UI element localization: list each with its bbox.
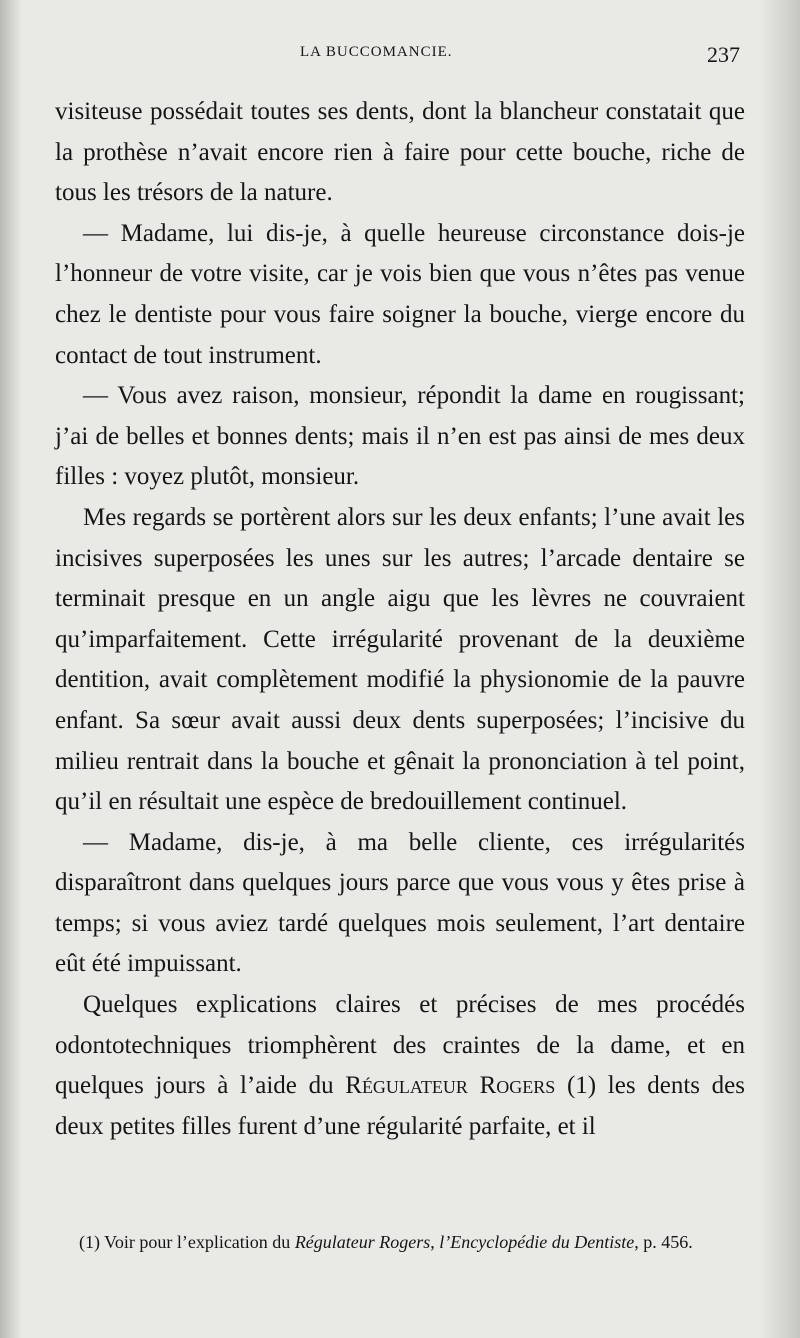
regulateur-rogers-name: Régulateur Rogers — [345, 1072, 556, 1100]
paragraph-conclusion-end: (1) les dents des deux petites filles furent d’une régularité parfaite, et il — [55, 1072, 746, 1140]
page-number: 237 — [707, 42, 740, 67]
main-text — [55, 92, 745, 1147]
paragraph-dialogue-3: — Madame, dis-je, à ma belle cliente, ces irrégularités disparaîtront dans quelques jours parce que vous vous y êtes prise à temps; si vous aviez tardé quelques mois seulement, l’art dentaire eût été impuissant. — [55, 828, 745, 978]
footnote — [55, 1226, 745, 1259]
footnote-title-regulateur: Régulateur Rogers — [294, 1232, 431, 1252]
paragraph-conclusion-start: Quelques explications claires et précises de mes procédés odontotechniques triomphèrent des craintes de la dame, et en quelques jours à l’aide du — [55, 991, 745, 1100]
paragraph-dialogue-1: — Madame, lui dis-je, à quelle heureuse circonstance dois-je l’honneur de votre visite, car je vois bien que vous n’êtes pas venue chez le dentiste pour vous faire soigner la bouche, vierge encore du contact de tout instrument. — [55, 219, 745, 369]
paragraph-dialogue-2: — Vous avez raison, monsieur, répondit la dame en rougissant; j’ai de belles et bonnes dents; mais il n’en est pas ainsi de mes deux filles : voyez plutôt, monsieur. — [55, 382, 745, 491]
footnote-title-encyclopedie: l’Encyclopédie du Dentiste — [439, 1232, 635, 1252]
footnote-suffix: , p. 456. — [634, 1232, 693, 1252]
footnote-prefix: (1) Voir pour l’explication du — [79, 1232, 295, 1252]
paragraph-description: Mes regards se portèrent alors sur les deux enfants; l’une avait les incisives superposées les unes sur les autres; l’arcade dentaire se terminait presque en un angle aigu que les lèvres ne couvraient qu’imparfaitement. Cette irrégularité provenant de la deuxième dentition, avait complètement modifié la physionomie de la pauvre enfant. Sa sœur avait aussi deux dents superposées; l’incisive du milieu rentrait dans la bouche et gênait la prononciation à tel point, qu’il en résultait une espèce de bredouillement continuel. — [55, 503, 745, 816]
paragraph-conclusion — [55, 985, 745, 1147]
footnote-separator: , — [430, 1232, 440, 1252]
paragraph-continuation: visiteuse possédait toutes ses dents, dont la blancheur constatait que la prothèse n’avait encore rien à faire pour cette bouche, riche de tous les trésors de la nature. — [55, 98, 745, 207]
running-title: LA BUCCOMANCIE. — [300, 44, 453, 60]
